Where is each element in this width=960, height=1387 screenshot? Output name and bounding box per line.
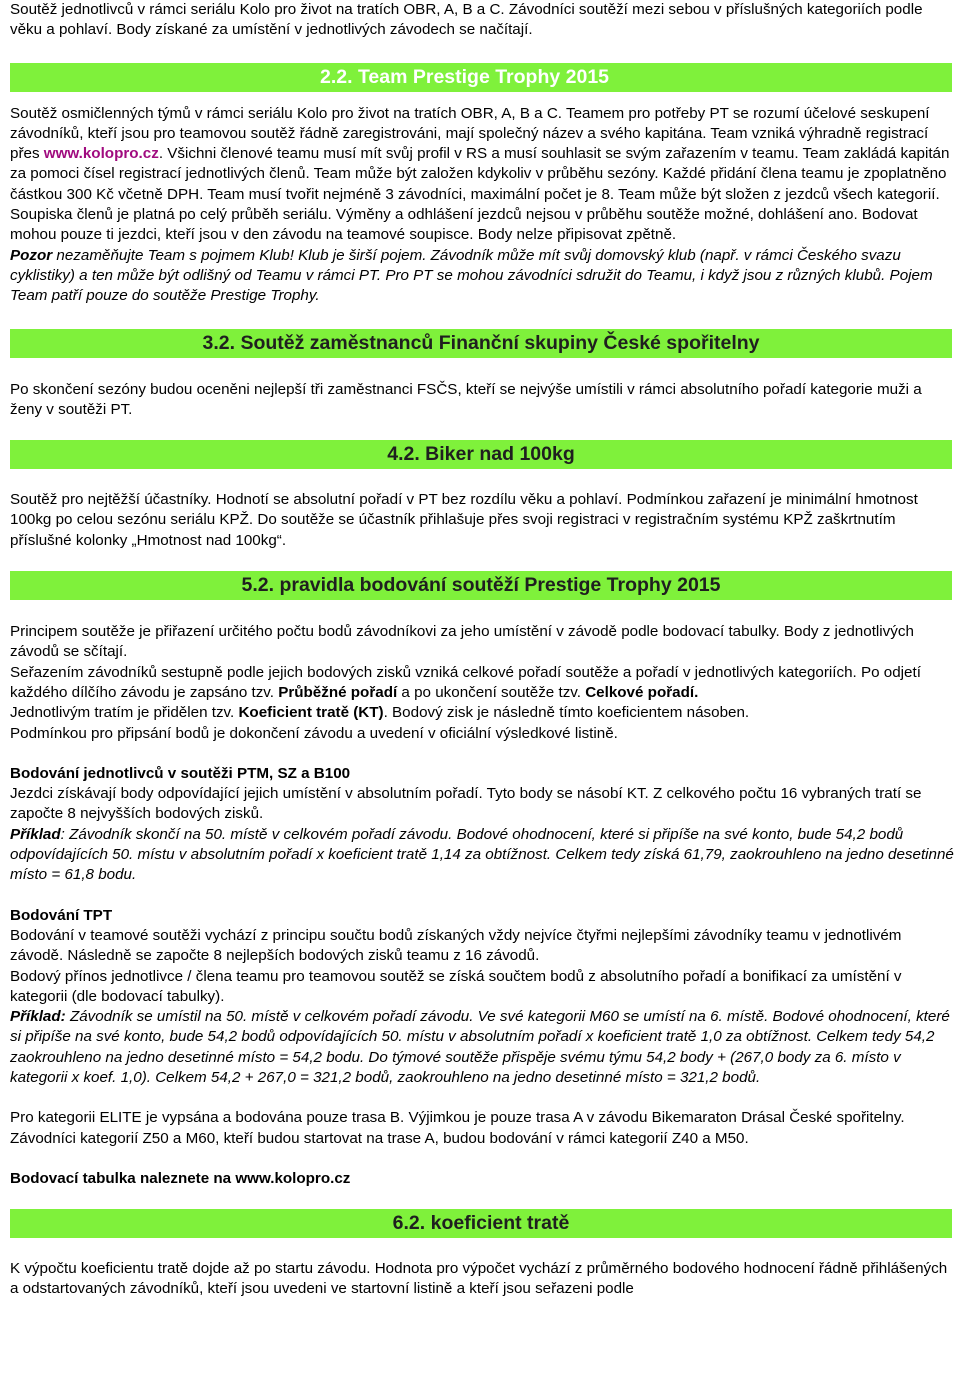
rules-paragraph-4: Podmínkou pro připsání bodů je dokončení závodu a uvedení v oficiální výsledkové listině. — [10, 724, 618, 742]
rules-paragraph-1: Principem soutěže je přiřazení určitého počtu bodů závodníkovi za jeho umístění v závodě podle bodovací tabulky. Body z jednotlivých závodů se sčítají. — [10, 623, 914, 661]
section-title: 4.2. Biker nad 100kg — [387, 443, 575, 466]
section-title: 3.2. Soutěž zaměstnanců Finanční skupiny České spořitelny — [202, 331, 760, 354]
coefficient-paragraph: K výpočtu koeficientu tratě dojde až po startu závodu. Hodnota pro výpočet vychází z průměrného bodového hodnocení řádně přihlášených a odstartovaných závodníků, kteří jsou uvedeni ve startovní listině a kteří jsou seřazeni podle — [10, 1260, 948, 1298]
section-heading-fscs — [10, 329, 952, 358]
rules-text: Seřazením závodníků sestupně podle jejich bodových zisků vzniká celkové pořadí soutěže a pořadí v jednotlivých kategoriích. Po odjetí každého dílčího závodu je zapsáno tzv. — [10, 663, 921, 701]
section-heading-team-prestige — [10, 63, 952, 92]
team-rules-paragraph — [10, 104, 956, 246]
rules-text: . Bodový zisk je následně tímto koeficientem násoben. — [383, 704, 750, 722]
section-heading-rules — [10, 571, 952, 600]
rules-paragraph-2 — [10, 663, 956, 704]
team-rules-text-tail: . Všichni členové teamu musí mít svůj profil v RS a musí souhlasit se svým zařazením v teamu. Team zakládá kapitán za pomoci čísel registrací jednotlivých členů. Team může být založen kdykoliv v průběhu sezóny. Každé přidání člena teamu je zpoplatněno částkou 300 Kč včetně DPH. Team musí tvořit nejméně 3 závodníci, maximální počet je 8. Team může být složen z jezdců všech kategorií. Soupiska členů je platná po celý průběh seriálu. Výměny a odhlášení jezdců nejsou v průběhu soutěže možné, dohlášení ano. Bodovat mohou pouze ti jezdci, kteří jsou v den závodu na teamové soupisce. Body nelze připisovat zpětně. — [10, 145, 950, 244]
elite-paragraph: Pro kategorii ELITE je vypsána a bodována pouze trasa B. Výjimkou je pouze trasa A v závodu Bikemaraton Drásal České spořitelny. Závodníci kategorií Z50 a M60, kteří budou startovat na trase A, budou bodování v rámci kategorií Z40 a M50. — [10, 1109, 905, 1147]
scoring-table-note: Bodovací tabulka naleznete na www.kolopro.cz — [10, 1169, 351, 1187]
section-title: 6.2. koeficient tratě — [392, 1212, 570, 1235]
tpt-paragraph-1: Bodování v teamové soutěži vychází z principu součtu bodů získaných vždy nejvíce čtyřmi nejlepšími závodníky teamu v jednotlivém závodě. Následně se započte 8 nejlepších bodových zisků teamu z 16 závodů. — [10, 926, 902, 965]
track-coefficient-term: Koeficient tratě (KT) — [238, 704, 384, 722]
example-text: : Závodník skončí na 50. místě v celkovém pořadí závodu. Bodové ohodnocení, které si připíše na své konto, bude 54,2 bodů odpovídajících 50. místu v absolutním pořadí x koeficient tratě 1,14 za obtížnost. Celkem tedy získá 61,79, zaokrouhleno na jedno desetinné místo = 61,8 bodu. — [10, 825, 954, 884]
section-heading-coefficient — [10, 1209, 952, 1238]
fscs-paragraph: Po skončení sezóny budou oceněni nejlepší tři zaměstnanci FSČS, kteří se nejvýše umístili v rámci absolutního pořadí kategorie muži a ženy v soutěži PT. — [10, 380, 922, 418]
tpt-example — [10, 1007, 956, 1088]
ptm-example — [10, 825, 956, 886]
section-title: 5.2. pravidla bodování soutěží Prestige Trophy 2015 — [241, 574, 721, 597]
rules-text: Jednotlivým tratím je přidělen tzv. — [10, 704, 239, 722]
kolopro-link[interactable]: www.kolopro.cz — [43, 145, 159, 163]
tpt-paragraph-2: Bodový přínos jednotlivce / člena teamu pro teamovou soutěž se získá součtem bodů z absolutního pořadí a bonifikací za umístění v kategorii (dle bodovací tabulky). — [10, 967, 902, 1005]
section-heading-biker — [10, 440, 952, 469]
warning-label: Pozor — [10, 246, 53, 264]
example-label: Příklad: — [10, 1008, 66, 1026]
tpt-heading: Bodování TPT — [10, 906, 113, 924]
team-rules-text: Soutěž osmičlenných týmů v rámci seriálu Kolo pro život na tratích OBR, A, B a C. Teamem pro potřeby PT se rozumí účelové seskupení závodníků, kteří jsou pro teamovou soutěž řádně zaregistrováni, mají společný název a svého kapitána. Team vzniká výhradně registrací přes — [10, 104, 930, 163]
example-text: Závodník se umístil na 50. místě v celkovém pořadí závodu. Ve své kategorii M60 se umístí na 6. místě. Bodové ohodnocení, které si připíše na své konto, bude 54,2 bodů odpovídajících 50. místu v absolutním pořadí x koeficient tratě 1,0 za obtížnost. Celkem tedy 54,2 zaokrouhleno na jedno desetinné místo = 54,2 bodu. Do týmové soutěže přispěje svému týmu 54,2 body + (267,0 body za 6. místo v kategorii x koef. 1,0). Celkem 54,2 + 267,0 = 321,2 bodů, zaokrouhleno na jedno desetinné místo = 321,2 bodů. — [10, 1008, 950, 1086]
intro-paragraph: Soutěž jednotlivců v rámci seriálu Kolo pro život na tratích OBR, A, B a C. Závodníci soutěží mezi sebou v příslušných kategoriích podle věku a pohlaví. Body získané za umístění v jednotlivých závodech se načítají. — [10, 1, 923, 39]
section-title: 2.2. Team Prestige Trophy 2015 — [320, 65, 610, 88]
biker-paragraph: Soutěž pro nejtěžší účastníky. Hodnotí se absolutní pořadí v PT bez rozdílu věku a pohlaví. Podmínkou zařazení je minimální hmotnost 100kg po celou sezónu seriálu KPŽ. Do soutěže se účastník přihlašuje přes svoji registraci v registračním systému KPŽ zaškrtnutím příslušné kolonky „Hmotnost nad 100kg“. — [10, 491, 918, 549]
rules-text: a po ukončení soutěže tzv. — [397, 683, 586, 701]
team-warning-paragraph — [10, 246, 956, 307]
warning-text: nezaměňujte Team s pojmem Klub! Klub je širší pojem. Závodník může mít svůj domovský klub (např. v rámci Českého svazu cyklistiky) a ten může být odlišný od Teamu v rámci PT. Pro PT se mohou závodníci sdružit do Teamu, i když jsou z různých klubů. Pojem Team patří pouze do soutěže Prestige Trophy. — [10, 246, 933, 305]
rules-paragraph-3 — [10, 703, 956, 723]
example-label: Příklad — [10, 825, 61, 843]
ptm-paragraph: Jezdci získávají body odpovídající jejich umístění v absolutním pořadí. Tyto body se násobí KT. Z celkového počtu 16 vybraných tratí se započte 8 nejvyšších bodových zisků. — [10, 785, 922, 823]
ptm-heading: Bodování jednotlivců v soutěži PTM, SZ a B100 — [10, 764, 351, 782]
final-order-term: Celkové pořadí. — [585, 683, 699, 701]
running-order-term: Průběžné pořadí — [278, 683, 398, 701]
